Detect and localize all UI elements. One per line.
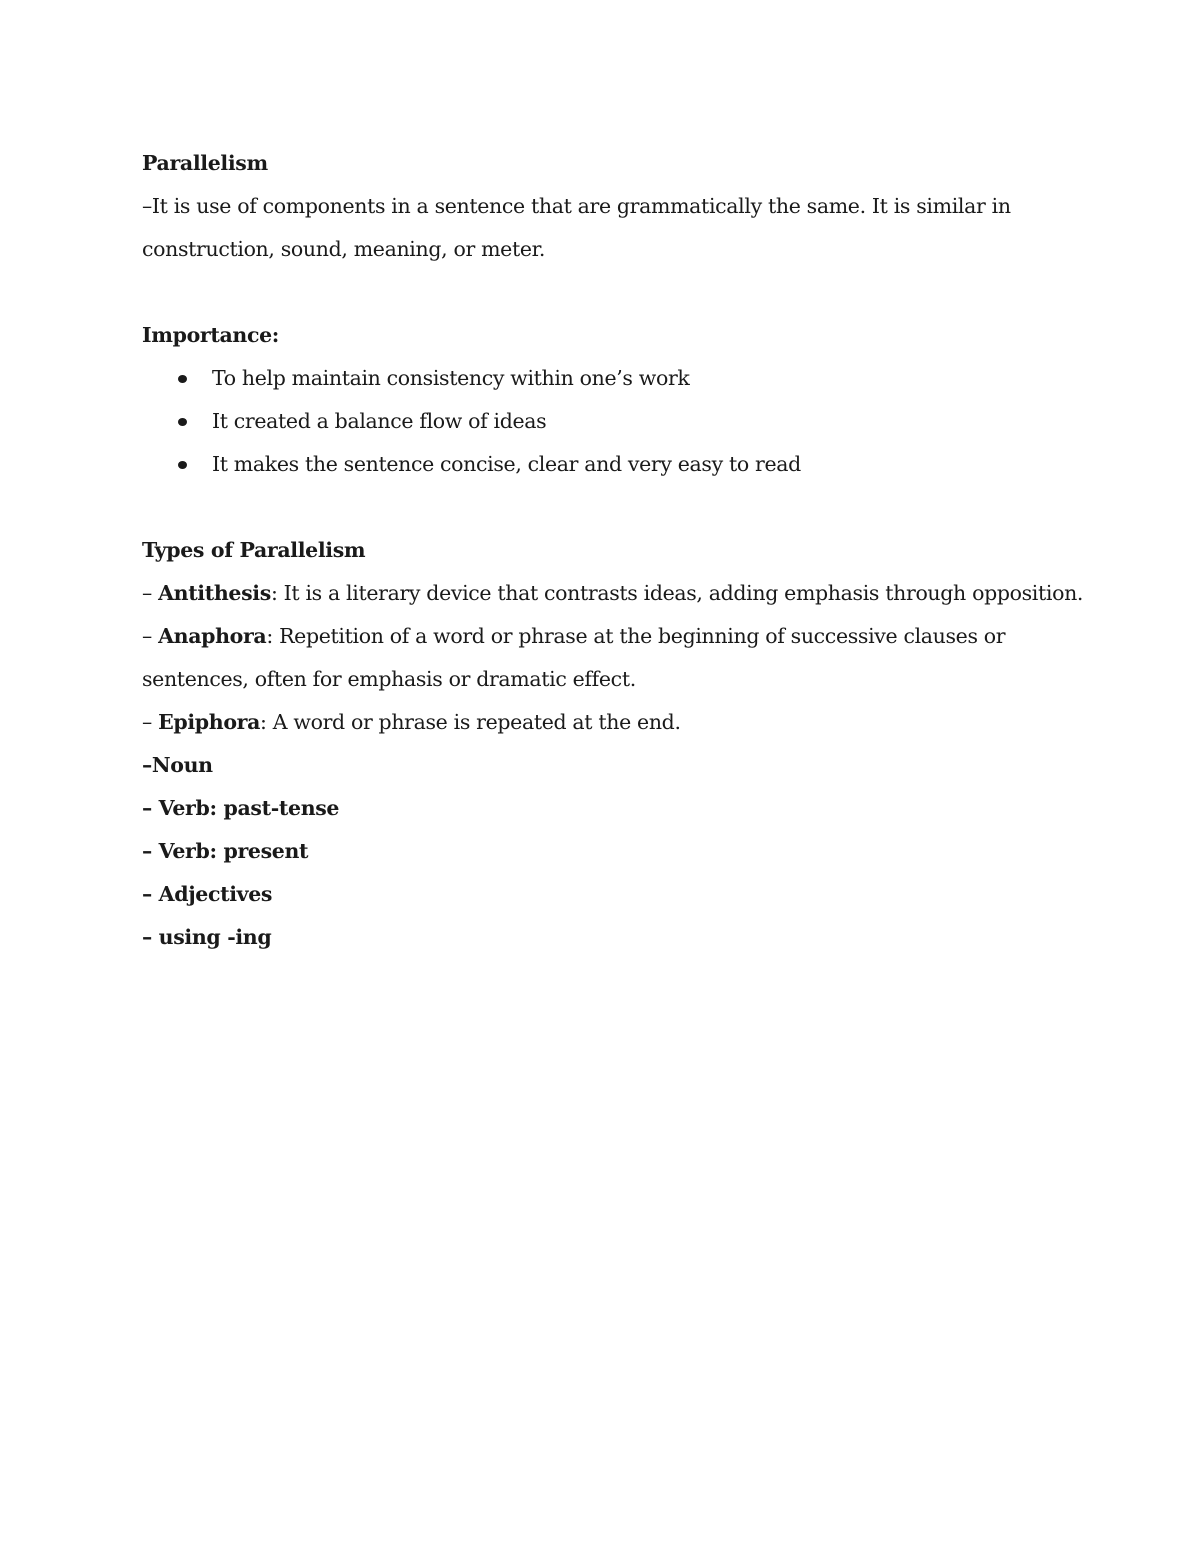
dash: – [142,624,159,648]
anaphora-term: Anaphora [158,624,267,648]
importance-list [142,357,1082,486]
bullet-icon [178,418,187,426]
antithesis-text: : It is a literary device that contrasts ideas, adding emphasis through opposition. [270,581,1084,605]
bullet-icon [178,375,187,383]
noun-line: –Noun [142,753,213,777]
antithesis-line [142,572,1082,615]
spacer [142,486,1082,529]
antithesis-term: Antithesis [158,581,271,605]
importance-item [142,357,1082,400]
adjectives-line: – Adjectives [142,882,273,906]
verb-past-line: – Verb: past-tense [142,796,340,820]
importance-heading: Importance: [142,323,279,347]
dash: – [142,581,159,605]
bullet-icon [178,461,187,469]
anaphora-line [142,615,1082,658]
epiphora-text: : A word or phrase is repeated at the end. [260,710,681,734]
importance-item-text: It makes the sentence concise, clear and very easy to read [212,452,801,476]
definition-line-2: construction, sound, meaning, or meter. [142,237,545,261]
document-title: Parallelism [142,151,268,175]
epiphora-term: Epiphora [158,710,261,734]
types-heading: Types of Parallelism [142,538,366,562]
anaphora-text: : Repetition of a word or phrase at the beginning of successive clauses or [266,624,1006,648]
verb-present-line: – Verb: present [142,839,309,863]
importance-item-text: It created a balance flow of ideas [212,409,547,433]
importance-item-text: To help maintain consistency within one’s work [212,366,690,390]
document-page [142,142,1082,959]
importance-item [142,443,1082,486]
using-ing-line: – using -ing [142,925,272,949]
epiphora-line [142,701,1082,744]
definition-line-1: –It is use of components in a sentence that are grammatically the same. It is similar in [142,194,1011,218]
importance-item [142,400,1082,443]
dash: – [142,710,159,734]
spacer [142,271,1082,314]
anaphora-continuation: sentences, often for emphasis or dramatic effect. [142,667,636,691]
